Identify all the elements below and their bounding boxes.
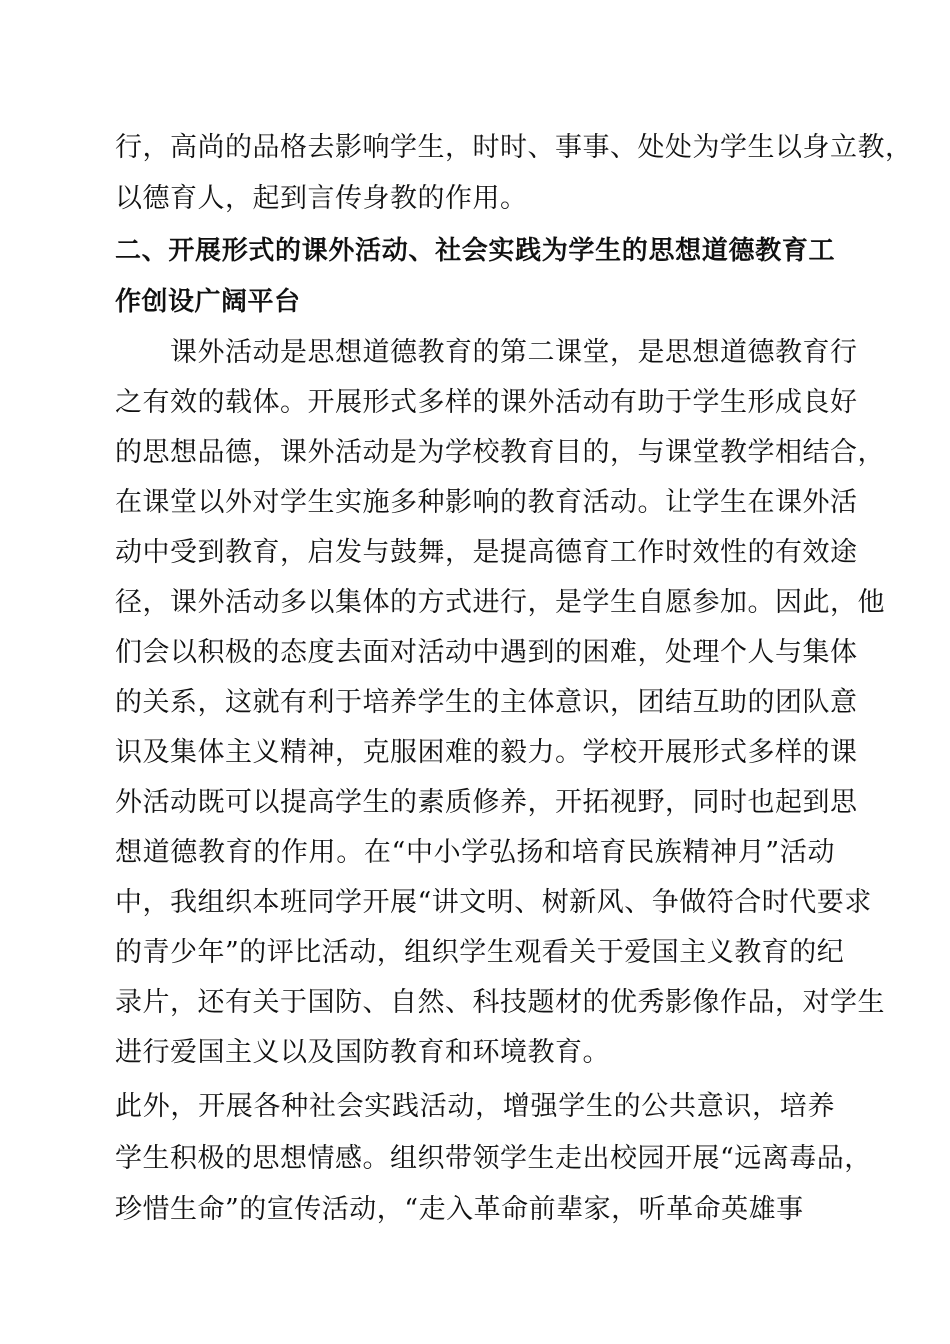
paragraph1-line-9: 识及集体主义精神，克服困难的毅力。学校开展形式多样的课 bbox=[115, 737, 858, 768]
paragraph1-line-8: 的关系，这就有利于培养学生的主体意识，团结互助的团队意 bbox=[115, 687, 858, 718]
paragraph1-line-1: 课外活动是思想道德教育的第二课堂，是思想道德教育行 bbox=[115, 337, 858, 368]
paragraph1-line-3: 的思想品德，课外活动是为学校教育目的，与课堂教学相结合， bbox=[115, 437, 885, 468]
paragraph1-line-13: 的青少年”的评比活动，组织学生观看关于爱国主义教育的纪 bbox=[115, 937, 845, 968]
paragraph1-line-14: 录片，还有关于国防、自然、科技题材的优秀影像作品，对学生 bbox=[115, 987, 885, 1018]
paragraph1-line-4: 在课堂以外对学生实施多种影响的教育活动。让学生在课外活 bbox=[115, 487, 858, 518]
intro-line-2: 以德育人，起到言传身教的作用。 bbox=[115, 183, 528, 214]
section-heading-line-2: 作创设广阔平台 bbox=[115, 287, 301, 317]
paragraph2-line-2: 学生积极的思想情感。组织带领学生走出校园开展“远离毒品， bbox=[115, 1143, 872, 1174]
paragraph1-line-2: 之有效的载体。开展形式多样的课外活动有助于学生形成良好 bbox=[115, 387, 858, 418]
paragraph2-line-1: 此外，开展各种社会实践活动，增强学生的公共意识，培养 bbox=[115, 1091, 835, 1122]
paragraph1-line-12: 中，我组织本班同学开展“讲文明、树新风、争做符合时代要求 bbox=[115, 887, 872, 918]
intro-line-1: 行，高尚的品格去影响学生，时时、事事、处处为学生以身立教， bbox=[115, 132, 913, 163]
paragraph1-line-10: 外活动既可以提高学生的素质修养，开拓视野，同时也起到思 bbox=[115, 787, 858, 818]
section-heading-line-1: 二、开展形式的课外活动、社会实践为学生的思想道德教育工 bbox=[115, 236, 835, 266]
paragraph1-line-11: 想道德教育的作用。在“中小学弘扬和培育民族精神月”活动 bbox=[115, 837, 835, 868]
paragraph1-line-5: 动中受到教育，启发与鼓舞，是提高德育工作时效性的有效途 bbox=[115, 537, 858, 568]
paragraph2-line-3: 珍惜生命”的宣传活动，“走入革命前辈家，听革命英雄事 bbox=[115, 1194, 804, 1225]
paragraph1-line-15: 进行爱国主义以及国防教育和环境教育。 bbox=[115, 1037, 610, 1068]
paragraph1-line-6: 径，课外活动多以集体的方式进行，是学生自愿参加。因此，他 bbox=[115, 587, 885, 618]
paragraph1-line-7: 们会以积极的态度去面对活动中遇到的困难，处理个人与集体 bbox=[115, 637, 858, 668]
